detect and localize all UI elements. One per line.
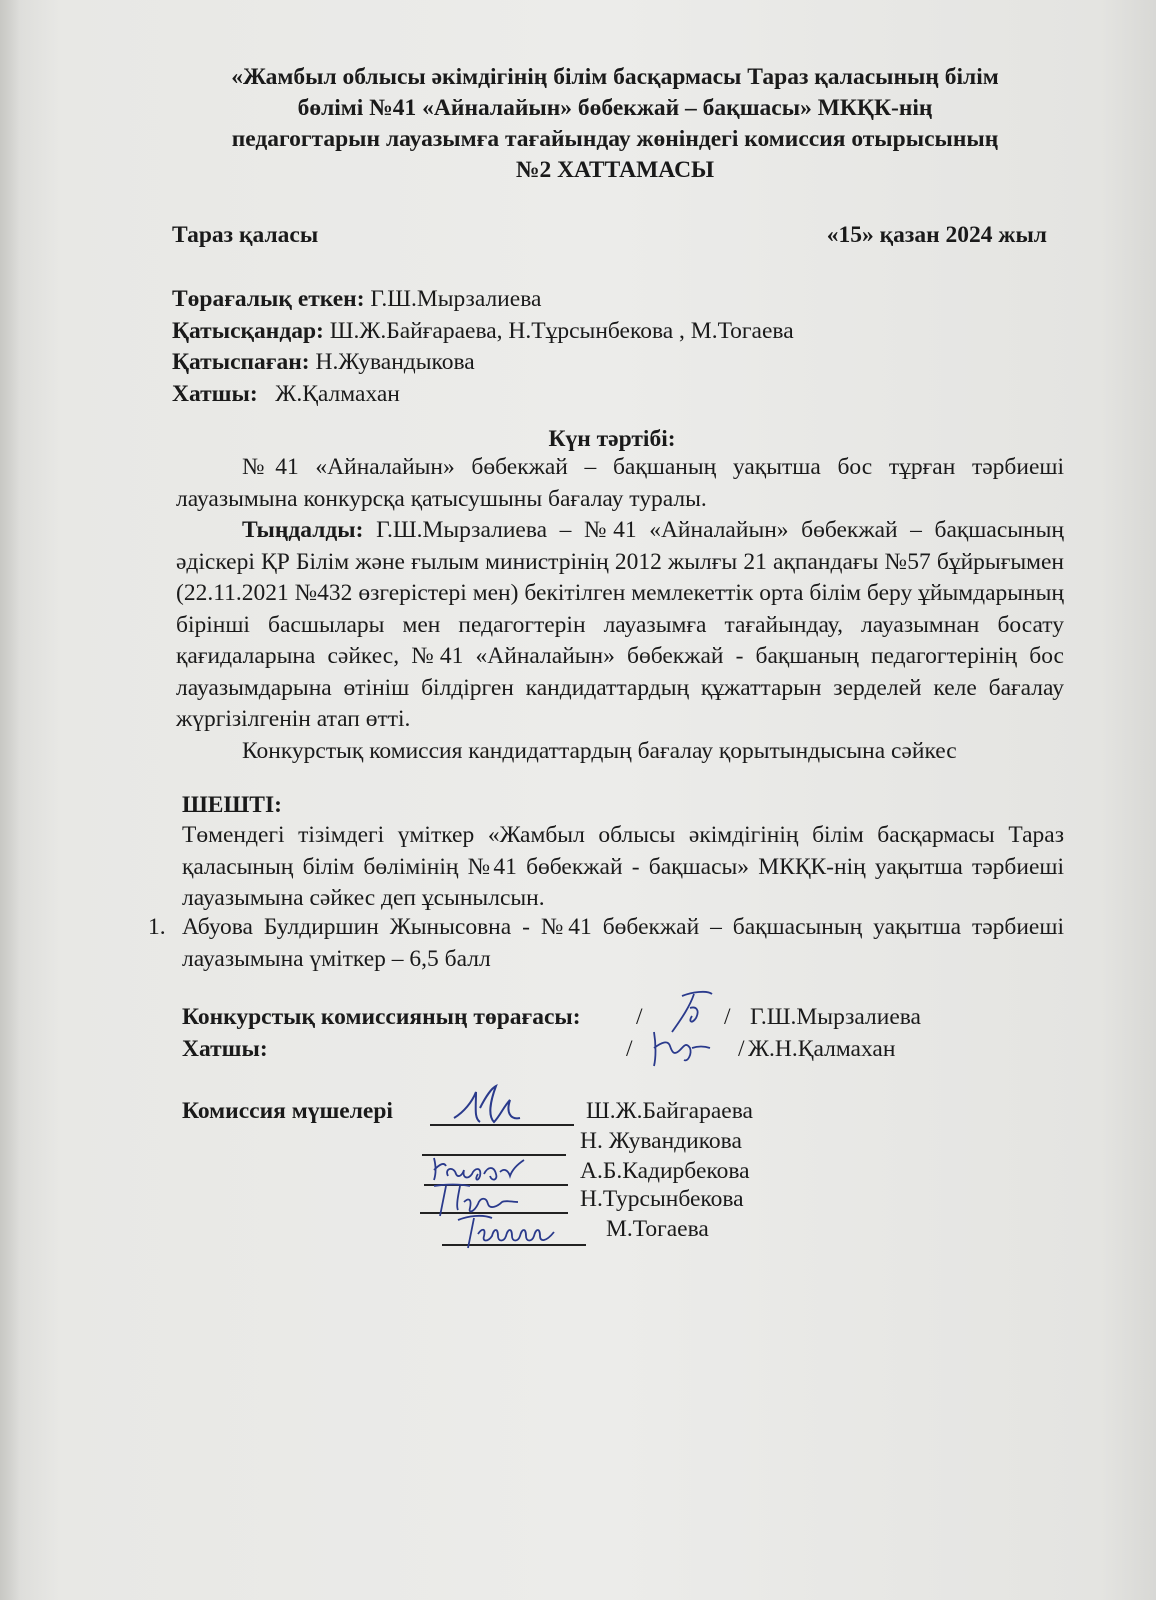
agenda-text: №41 «Айналайын» бөбекжай – бақшаның уақытша бос тұрған тәрбиеші лауазымына конкурсқа қатысушыны бағалау туралы. [176,454,1064,512]
member-5-name: М.Тогаева [606,1216,709,1242]
decision-text: Төмендегі тізімдегі үміткер «Жамбыл облысы әкімдігінің білім басқармасы Тараз қаласының білім бөлімінің №41 бөбекжай - бақшасы» МКҚК-нің уақытша тәрбиеші лауазымына сәйкес деп ұсынылсын. [182,822,1064,911]
slash-left-secretary: / [626,1036,633,1062]
place: Тараз қаласы [172,222,319,248]
secretary-value: Ж.Қалмахан [257,380,400,407]
heard-paragraph [176,515,1064,736]
decision-block [182,820,1064,915]
secretary-name: Ж.Н.Қалмахан [748,1036,896,1062]
absent-value: Н.Жувандыкова [309,349,475,375]
present-value: Ш.Ж.Байғараева, Н.Тұрсынбекова , М.Тогаева [323,317,794,344]
title-line-2: бөлімі №41 «Айналайын» бөбекжай – бақшасы» МКҚК-нің [297,95,933,121]
chair-signature-label: Конкурстық комиссияның төрағасы: [182,1004,581,1030]
heard-label: Тыңдалды: [242,517,364,543]
title-line-3: педагогтарын лауазымға тағайындау жөніндегі комиссия отырысының [231,126,999,152]
member-2-name: Н. Жувандикова [580,1128,742,1154]
place-date-row [172,222,1047,249]
agenda-heading: Күн тәртібі: [548,426,676,452]
member-3-name: А.Б.Кадирбекова [580,1158,750,1184]
absent-label: Қатыспаған: [172,349,310,375]
chair-name: Г.Ш.Мырзалиева [750,1004,921,1030]
members-label: Комиссия мүшелері [182,1098,393,1124]
date: «15» қазан 2024 жыл [826,222,1047,248]
slash-left-chair: / [636,1004,643,1030]
member-4-name: Н.Турсынбекова [580,1186,744,1212]
secretary-line [172,379,1052,411]
member-1-name: Ш.Ж.Байгараева [586,1098,753,1124]
title-line-4: №2 ХАТТАМАСЫ [515,157,715,183]
chair-value: Г.Ш.Мырзалиева [364,286,542,312]
decided-heading: ШЕШТІ: [182,792,282,818]
heard-text: Г.Ш.Мырзалиева – №41 «Айналайын» бөбекжай – бақшасының әдіскері ҚР Білім және ғылым министрінің 2012 жылғы 21 ақпандағы №57 бұйрығымен (22.11.2021 №432 өзгерістері мен) бекітілген мемлекеттік орта білім беру ұйымдарының бірінші басшылары мен педагогтерін лауазымға тағайындау, лауазымнан босату қағидаларына сәйкес, №41 «Айналайын» бөбекжай - бақшаның педагогтерінің бос лауазымдарына өтініш білдірген кандидаттардың құжаттарын зерделей келе бағалау жүргізілгенін атап өтті. [176,517,1064,732]
member-5-signature [448,1208,568,1257]
secretary-signature [646,1022,726,1077]
secretary-label: Хатшы: [172,380,258,407]
page-edge-shadow [0,0,20,1600]
present-line [172,316,1052,348]
document-title [170,62,1060,186]
chair-label: Төрағалық еткен: [172,286,365,312]
candidate-item [148,912,1064,975]
attendance-block [172,284,1052,410]
slash-right-secretary: / [738,1036,745,1062]
candidate-text: Абуова Булдиршин Жынысовна - №41 бөбекжай – бақшасының уақытша тәрбиеші лауазымына үміткер – 6,5 балл [182,914,1064,972]
slash-right-chair: / [724,1004,731,1030]
member-1-signature [450,1078,530,1143]
agenda-body [176,452,1064,767]
chair-line [172,284,1052,316]
candidate-number: 1. [148,914,166,940]
commission-line: Конкурстық комиссия кандидаттардың бағалау қорытындысына сәйкес [242,737,957,764]
present-label: Қатысқандар: [172,317,324,344]
title-line-1: «Жамбыл облысы әкімдігінің білім басқармасы Тараз қаласының білім [231,64,999,90]
absent-line [172,347,1052,379]
secretary-signature-label: Хатшы: [182,1036,268,1062]
